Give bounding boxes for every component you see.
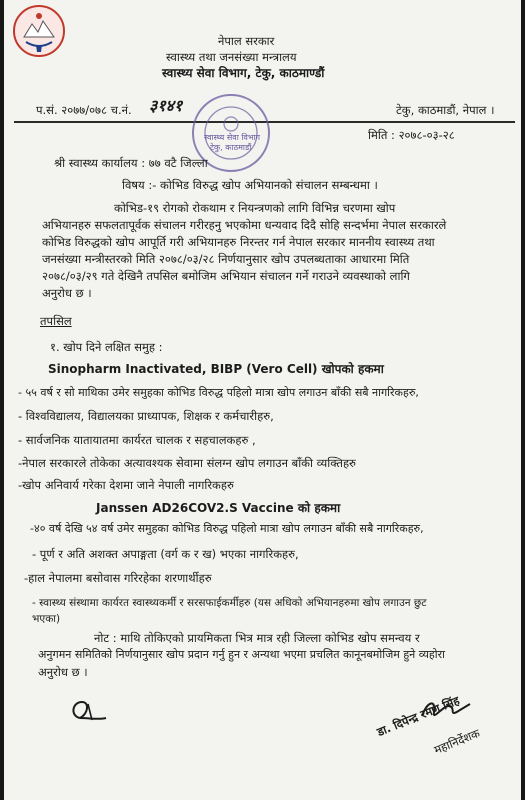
list-item: भएका) [32,613,61,625]
list-item: - स्वास्थ्य संस्थामा कार्यरत स्वास्थ्यकर्मी र सरसफाईकर्मीहरु (यस अधिको अभियानहरुमा खोप लगाउन छुट [32,597,427,609]
letter-page [4,0,521,800]
note-line: अनुगमन समितिको निर्णयानुसार खोप प्रदान गर्नु हुन र अन्यथा भएमा प्रचलित कानूनबमोजिम हुने व्यहोरा [38,648,445,661]
vaccine-1-title: Sinopharm Inactivated, BIBP (Vero Cell) खोपको हकमा [48,362,384,376]
list-item: -नेपाल सरकारले तोकेका अत्यावश्यक सेवामा संलग्न खोप लगाउन बाँकी व्यक्तिहरु [18,456,356,470]
body-line: जनसंख्या मन्त्रीस्तरको मिति २०७८/०३/२८ निर्णयानुसार खोप उपलब्धताका आधारमा मिति [42,252,410,266]
initial-signature-icon [66,696,116,726]
header-ministry: स्वास्थ्य तथा जनसंख्या मन्त्रालय [166,50,297,64]
signatory-name: डा. दिपेन्द्र रमण सिंह [375,693,462,739]
location: टेकु, काठमाडौं, नेपाल । [396,103,495,117]
signatory-title: महानिर्देशक [432,725,482,757]
list-item: - ५५ वर्ष र सो माथिका उमेर समुहका कोभिड विरुद्ध पहिलो मात्रा खोप लगाउन बाँकी सबै नागरिकहरु, [18,386,419,399]
body-line: २०७८/०३/२९ गते देखिनै तपसिल बमोजिम अभियान संचालन गर्ने गराउने व्यवस्थाको लागि [42,269,410,283]
list-item: - सार्वजनिक यातायातमा कार्यरत चालक र सहचालकहरु , [18,433,256,447]
header-department: स्वास्थ्य सेवा विभाग, टेकु, काठमाण्डौं [162,66,325,80]
vaccine-2-title: Janssen AD26COV2.S Vaccine को हकमा [96,501,341,515]
list-item: - पूर्ण र अति अशक्त अपाङ्गता (वर्ग क र ख) भएका नागरिकहरु, [32,547,299,561]
stamp-line-2: टेकु, काठमाडौं [210,143,252,152]
list-item: -खोप अनिवार्य गरेका देशमा जाने नेपाली नागरिकहरु [18,478,234,492]
reference-number: प.सं. २०७७/०७८ च.नं. [36,103,132,117]
body-line: कोभिड विरुद्धको खोप आपूर्ति गरी अभियानहरु निरन्तर गर्न नेपाल सरकार माननीय स्वास्थ्य तथा [42,235,435,249]
addressee: श्री स्वास्थ्य कार्यालय : ७७ वटै जिल्ला [54,156,208,170]
stamp-line-1: स्वास्थ्य सेवा विभाग [204,133,261,142]
body-line: अनुरोध छ । [42,286,92,300]
body-line: कोभिड-१९ रोगको रोकथाम र नियन्त्रणको लागि विभिन्न चरणमा खोप [114,201,396,215]
body-line: अभियानहरु सफलतापूर्वक संचालन गरीरहनु भएकोमा धन्यवाद दिदै सोहि सन्दर्भमा नेपाल सरकारले [42,218,447,232]
list-item: - विश्वविद्यालय, विद्यालयका प्राध्यापक, शिक्षक र कर्मचारीहरु, [18,409,274,423]
header-government: नेपाल सरकार [218,34,275,48]
dispatch-number: ३१४१ [149,96,183,115]
note-line: नोट : माथि तोकिएको प्रायमिकता भित्र मात्र रही जिल्ला कोभिड खोप समन्वय र [94,631,420,645]
section-title: तपसिल [40,314,72,328]
nepal-emblem-icon [12,4,66,58]
letter-date: मिति : २०७८-०३-२८ [368,128,455,142]
list-item-heading: १. खोप दिने लक्षित समुह : [50,340,163,354]
list-item: -४० वर्ष देखि ५४ वर्ष उमेर समुहका कोभिड विरुद्ध पहिलो मात्रा खोप लगाउन बाँकी सबै नागरिकहरु, [30,522,424,535]
subject: विषय :- कोभिड विरुद्ध खोप अभियानको संचालन सम्बन्धमा । [122,178,378,192]
note-line: अनुरोध छ । [38,665,88,679]
list-item: -हाल नेपालमा बसोवास गरिरहेका शरणार्थीहरु [24,571,212,585]
